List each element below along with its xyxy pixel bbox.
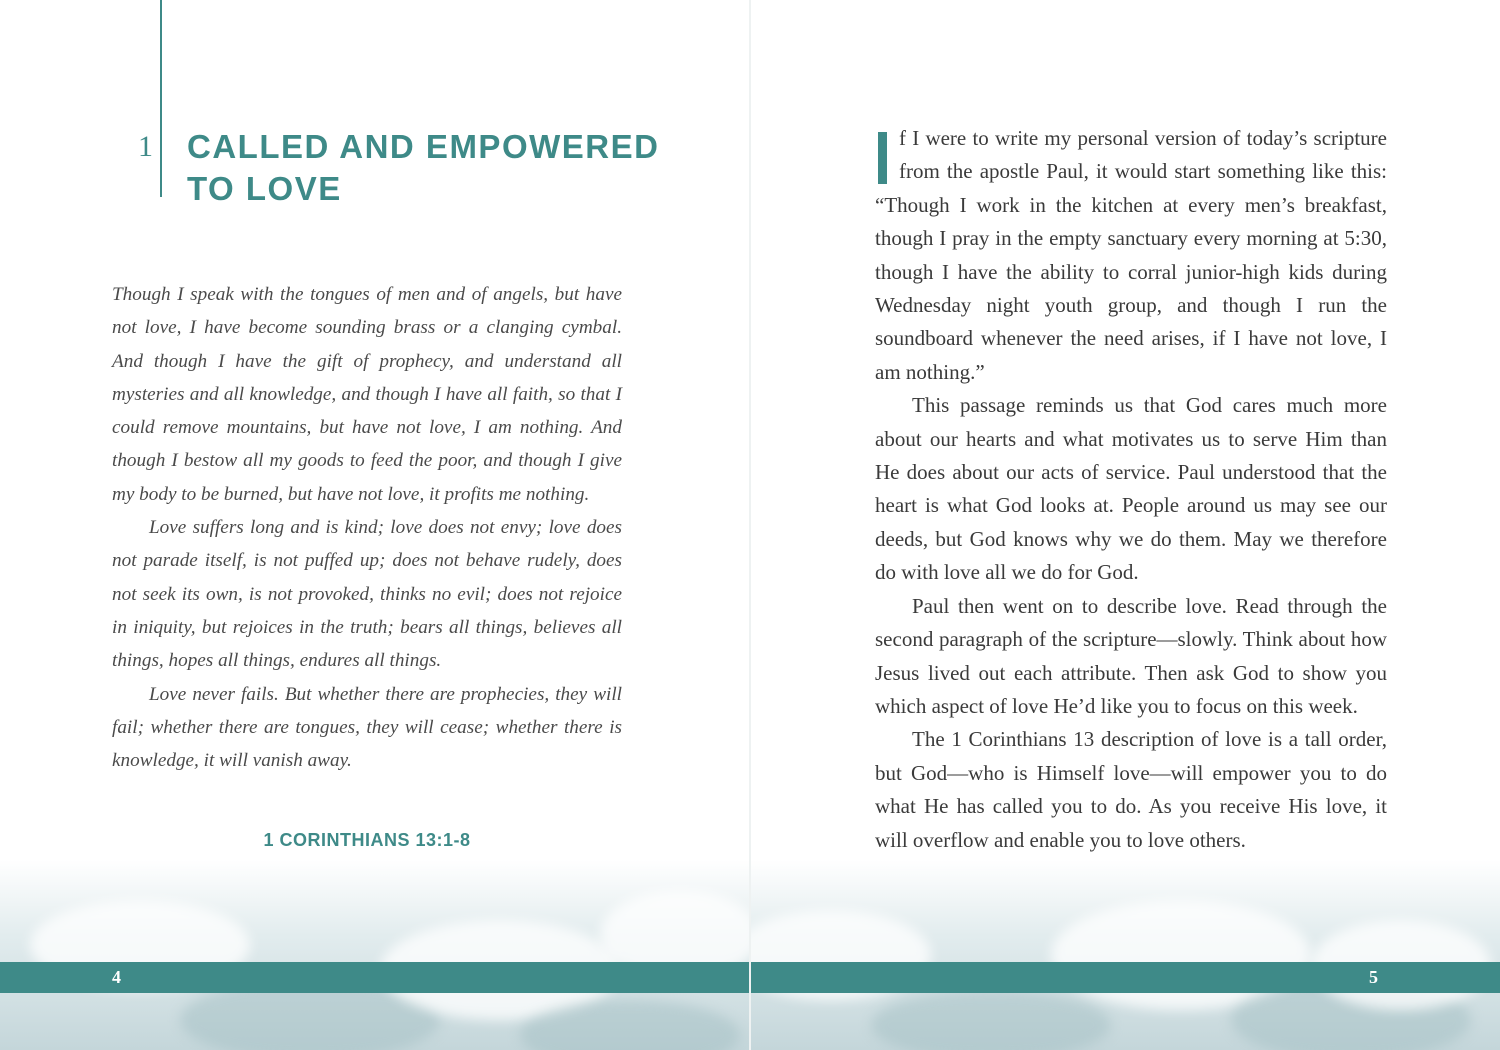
drop-cap-i — [878, 132, 887, 184]
header-rule — [160, 0, 162, 197]
cloud-background — [0, 860, 749, 1050]
devotional-text — [875, 122, 1387, 857]
footer-band — [0, 962, 749, 993]
chapter-title — [187, 126, 659, 210]
scripture-paragraph: Love suffers long and is kind; love does not envy; love does not parade itself, is not puffed up; does not behave rudely, does not seek its own, is not provoked, thinks no evil; does not rejoice in iniquity, but rejoices in the truth; bears all things, believes all things, hopes all things, endures all things. — [112, 517, 622, 672]
scripture-paragraph: Though I speak with the tongues of men and of angels, but have not love, I have become sounding brass or a clanging cymbal. And though I have the gift of prophecy, and understand all mysteries and all knowledge, and though I have all faith, so that I could remove mountains, but have not love, I am nothing. And though I bestow all my goods to feed the poor, and though I give my body to be burned, but have not love, it profits me nothing. — [112, 284, 622, 505]
scripture-passage — [112, 278, 622, 777]
right-page — [751, 0, 1500, 1050]
devotional-paragraph: The 1 Corinthians 13 description of love is a tall order, but God—who is Himself love—will empower you to do what He has called you to do. As you receive His love, it will overflow and enable you to love others. — [875, 727, 1387, 852]
scripture-reference: 1 CORINTHIANS 13:1-8 — [263, 830, 471, 850]
chapter-title-line: TO LOVE — [187, 170, 342, 207]
chapter-title-line: CALLED AND EMPOWERED — [187, 128, 660, 165]
left-page — [0, 0, 749, 1050]
page-number: 4 — [112, 967, 121, 987]
chapter-number: 1 — [138, 130, 153, 163]
scripture-paragraph: Love never fails. But whether there are prophecies, they will fail; whether there are tongues, they will cease; whether there is knowledge, it will vanish away. — [112, 683, 622, 772]
devotional-paragraph: This passage reminds us that God cares much more about our hearts and what motivates us to serve Him than He does about our acts of service. Paul understood that the heart is what God looks at. People around us may see our deeds, but God knows why we do them. May we therefore do with love all we do for God. — [875, 393, 1387, 585]
page-number: 5 — [1369, 967, 1378, 987]
devotional-paragraph — [875, 122, 1387, 389]
cloud-background — [751, 860, 1500, 1050]
footer-band — [751, 962, 1500, 993]
devotional-paragraph: Paul then went on to describe love. Read through the second paragraph of the scripture—slowly. Think about how Jesus lived out each attribute. Then ask God to show you which aspect of love He’d like you to focus on this week. — [875, 593, 1387, 718]
devotional-paragraph-text: f I were to write my personal version of today’s scripture from the apostle Paul, it would start something like this: “Though I work in the kitchen at every men’s breakfast, though I pray in the empty sanctuary every morning at 5:30, though I have the ability to corral junior-high kids during Wednesday night youth group, and though I run the soundboard whenever the need arises, if I have not love, I am nothing.” — [875, 126, 1387, 384]
